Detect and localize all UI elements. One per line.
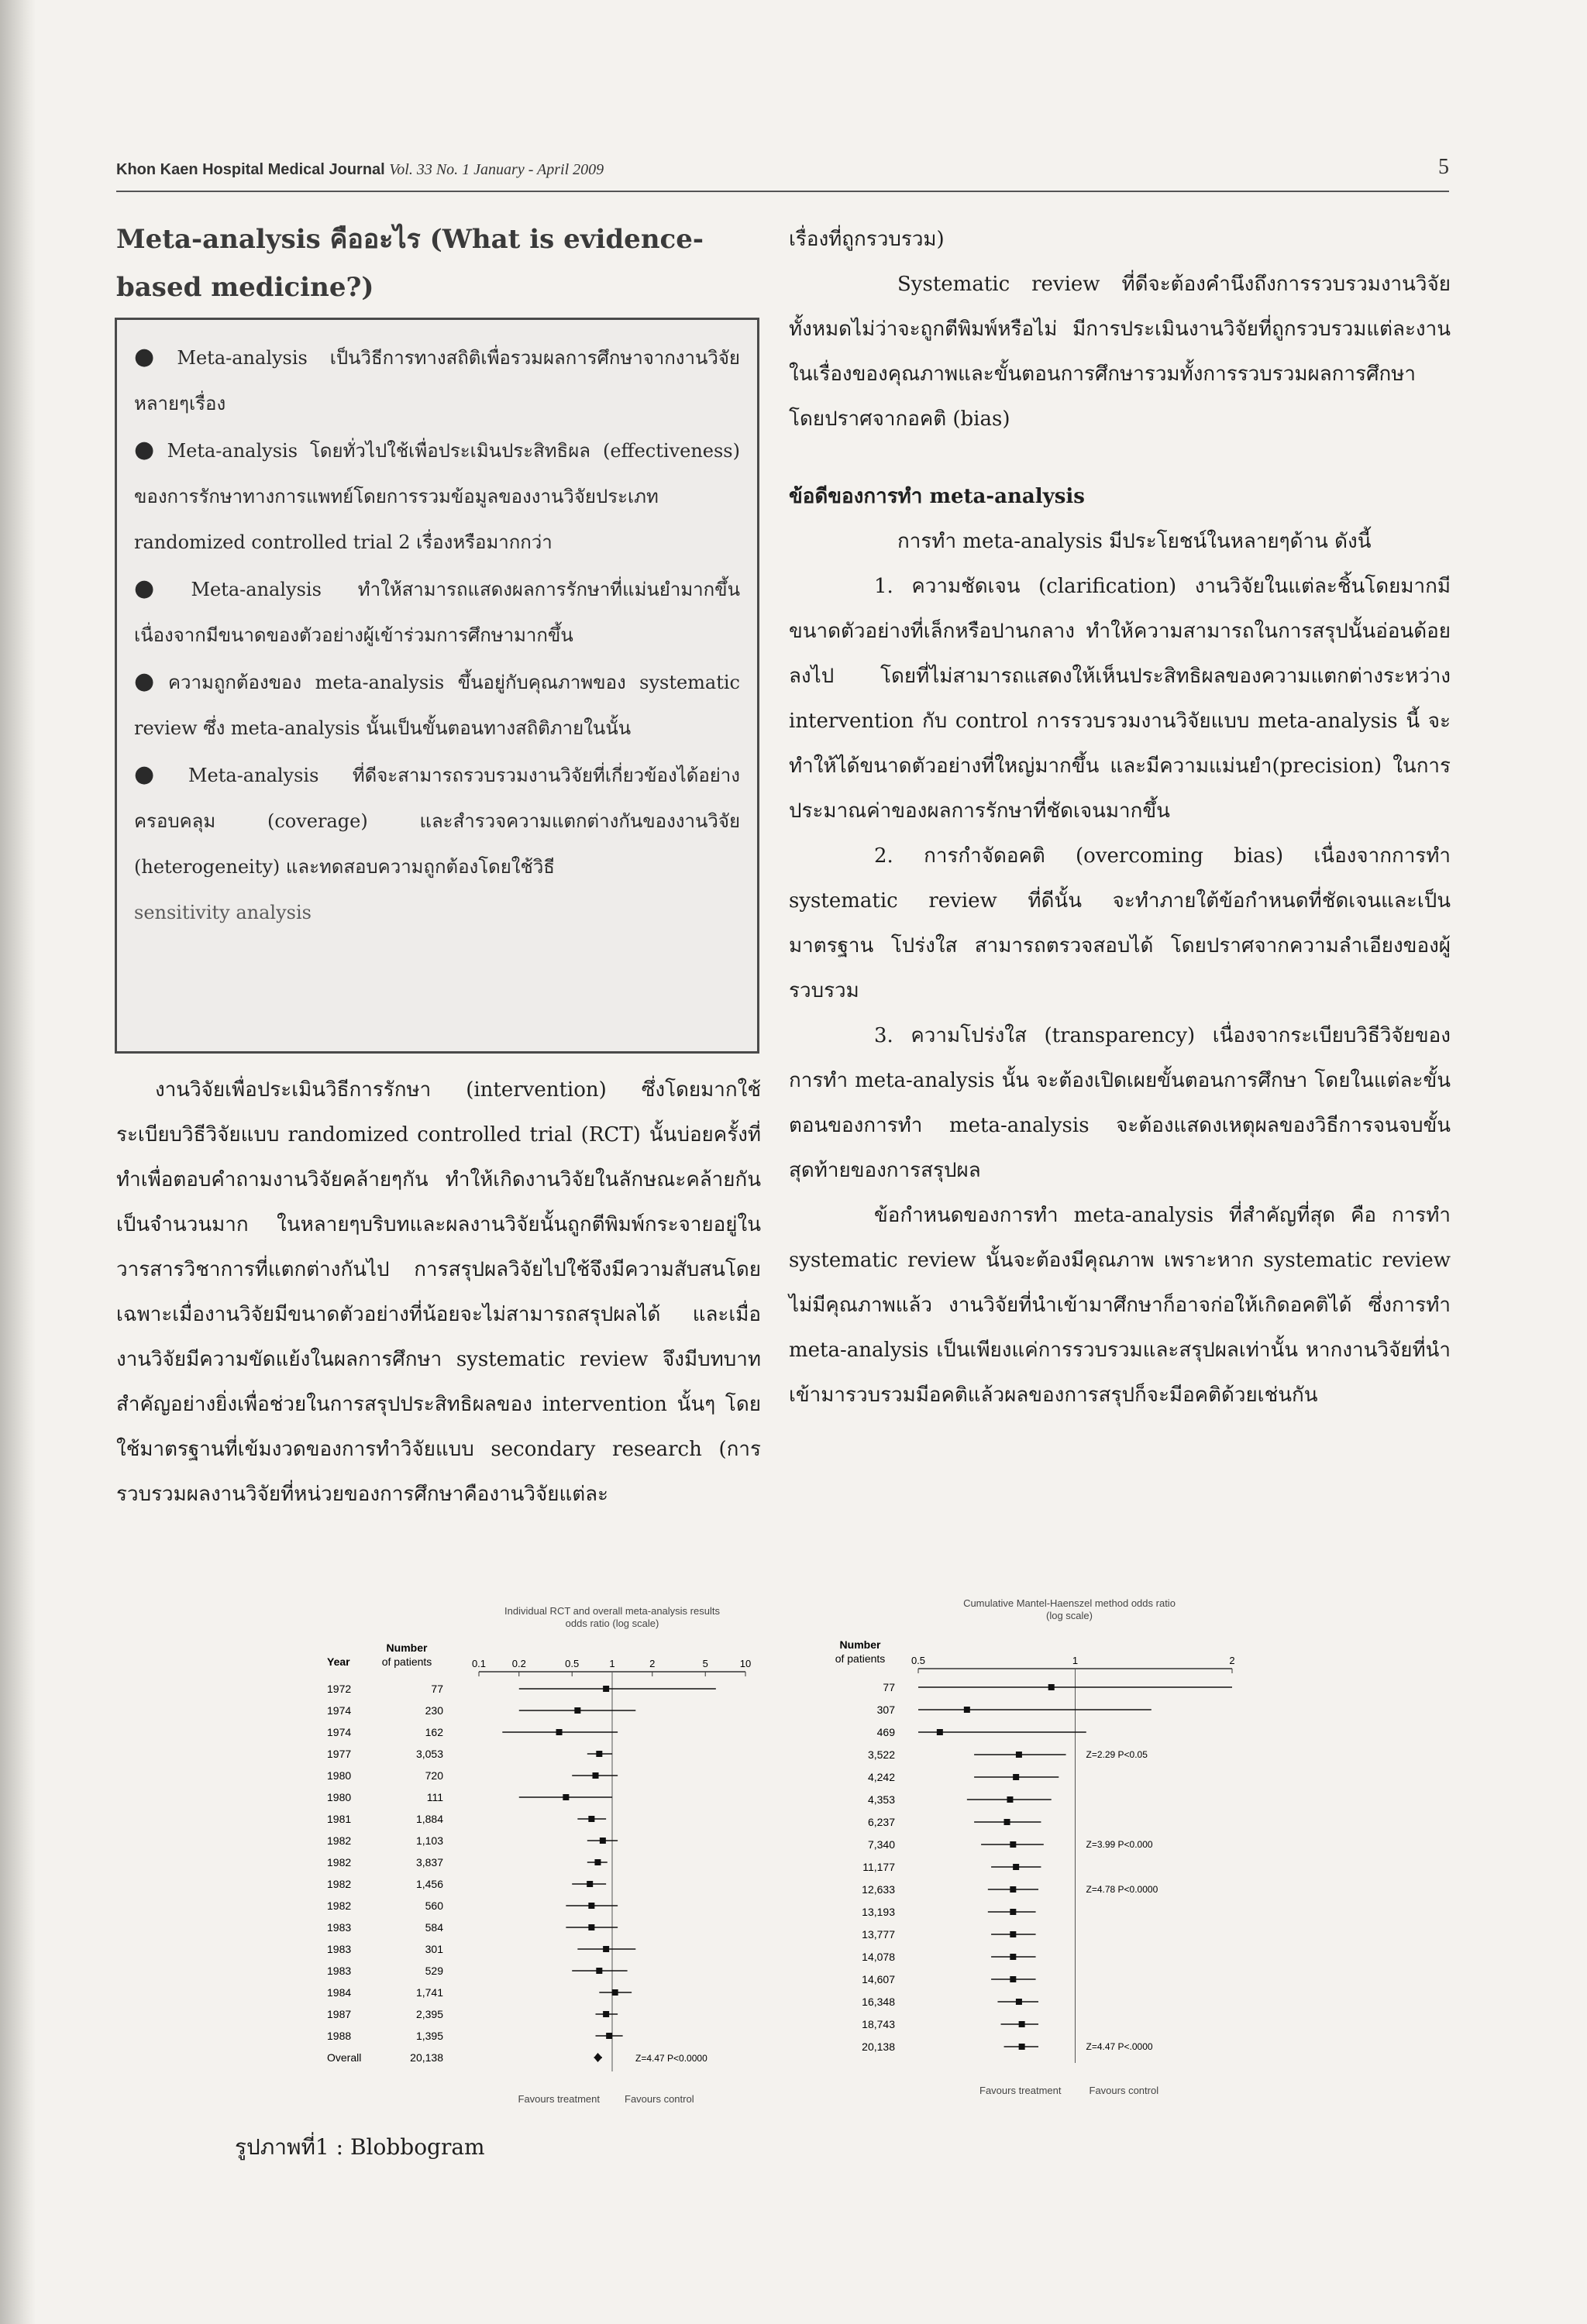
point-estimate	[588, 1816, 594, 1822]
point-estimate	[606, 2033, 612, 2039]
point-estimate	[1004, 1819, 1010, 1825]
row-patients: 1,395	[415, 2030, 443, 2042]
point-estimate	[588, 1924, 594, 1930]
x-tick-label: 5	[702, 1658, 708, 1669]
journal-name: Khon Kaen Hospital Medical Journal	[116, 161, 385, 178]
row-patients: 13,777	[862, 1928, 895, 1941]
row-patients: 1,741	[415, 1986, 443, 1999]
row-patients: 4,242	[867, 1771, 895, 1783]
row-patients: 560	[425, 1899, 443, 1912]
point-estimate	[1007, 1796, 1013, 1803]
row-year: 1983	[327, 1921, 352, 1934]
x-tick-label: 10	[739, 1658, 752, 1669]
row-patients: 12,633	[862, 1883, 895, 1896]
row-patients: 16,348	[862, 1996, 895, 2008]
row-year: 1977	[327, 1748, 352, 1760]
running-header	[116, 155, 1449, 186]
forest-plot-cumulative-svg	[814, 1596, 1248, 2115]
row-patients: 20,138	[862, 2040, 895, 2053]
point-estimate	[603, 2011, 609, 2017]
point-estimate	[556, 1729, 563, 1735]
row-patients: 3,522	[867, 1748, 895, 1761]
row-year: 1988	[327, 2030, 352, 2042]
row-patients: 584	[425, 1921, 443, 1934]
row-year: 1981	[327, 1813, 352, 1825]
stat-label: Z=3.99 P<0.000	[1086, 1839, 1153, 1850]
body-paragraph: การทำ meta-analysis มีประโยชน์ในหลายๆด้าน ดังนี้	[897, 530, 1372, 553]
key-point-text: Meta-analysis ทำให้สามารถแสดงผลการรักษาที่แม่นยำมากขึ้นเนื่องจากมีขนาดของตัวอย่างผู้เข้าร่วมการศึกษามากขึ้น	[134, 579, 740, 646]
overall-diamond	[594, 2053, 601, 2062]
point-estimate	[1013, 1774, 1019, 1780]
row-year: 1974	[327, 1704, 352, 1717]
body-paragraph: 2. การกำจัดอคติ (overcoming bias) เนื่องจากการทำ systematic review ที่ดีนั้น จะทำภายใต้ข้อกำหนดที่ชัดเจนและเป็นมาตรฐาน โปร่งใส สามารถตรวจสอบได้ โดยปราศจากความลำเอียงของผู้รวบรวม	[789, 844, 1451, 1002]
stat-label: Z=4.47 P<.0000	[1086, 2041, 1153, 2052]
body-paragraph: งานวิจัยเพื่อประเมินวิธีการรักษา (intervention) ซึ่งโดยมากใช้ระเบียบวิธีวิจัยแบบ randomized controlled trial (RCT) นั้นบ่อยครั้งที่ทำเพื่อตอบคำถามงานวิจัยคล้ายๆกัน ทำให้เกิดงานวิจัยในลักษณะคล้ายกันเป็นจำนวนมาก ในหลายๆบริบทและผลงานวิจัยนั้นถูกตีพิมพ์กระจายอยู่ในวารสารวิชาการที่แตกต่างกันไป การสรุปผลวิจัยไปใช้จึงมีความสับสนโดยเฉพาะเมื่องานวิจัยมีขนาดตัวอย่างที่น้อยจะไม่สามารถสรุปผลได้ และเมื่องานวิจัยมีความขัดแย้งในผลการศึกษา systematic review จึงมีบทบาทสำคัญอย่างยิ่งเพื่อช่วยในการสรุปประสิทธิผลของ intervention นั้นๆ โดยใช้มาตรฐานที่เข้มงวดของการทำวิจัยแบบ secondary research (การรวบรวมผลงานวิจัยที่หน่วยของการศึกษาคืองานวิจัยแต่ละ	[116, 1078, 761, 1506]
row-patients: 469	[876, 1726, 895, 1738]
row-year: 1983	[327, 1965, 352, 1977]
point-estimate	[1048, 1684, 1055, 1690]
point-estimate	[587, 1881, 593, 1887]
point-estimate	[937, 1729, 943, 1735]
point-estimate	[1010, 1976, 1016, 1982]
x-tick-label: 1	[609, 1658, 615, 1669]
bullet-icon: ●	[134, 668, 162, 695]
point-estimate	[596, 1968, 602, 1974]
row-year: 1972	[327, 1683, 352, 1695]
row-year: 1983	[327, 1943, 352, 1955]
x-tick-label: 0.1	[471, 1658, 487, 1669]
point-estimate	[1016, 1752, 1022, 1758]
row-year: 1980	[327, 1791, 352, 1803]
point-estimate	[1010, 1886, 1016, 1893]
key-point-text: ความถูกต้องของ meta-analysis ขึ้นอยู่กับคุณภาพของ systematic review ซึ่ง meta-analysis นั้นเป็นขั้นตอนทางสถิติภายในนั้น	[134, 672, 740, 739]
column-header-number: Number	[839, 1638, 881, 1651]
column-header-year: Year	[327, 1655, 350, 1668]
point-estimate	[1010, 1909, 1016, 1915]
key-point	[134, 658, 740, 751]
chart-title: Cumulative Mantel-Haenszel method odds ratio	[963, 1597, 1176, 1609]
stat-label: Z=2.29 P<0.05	[1086, 1749, 1148, 1760]
row-patients: 1,103	[415, 1834, 443, 1847]
key-point-text: Meta-analysis ที่ดีจะสามารถรวบรวมงานวิจัยที่เกี่ยวข้องได้อย่างครอบคลุม (coverage) และสำรวจความแตกต่างกันของงานวิจัย (heterogeneity) และทดสอบความถูกต้องโดยใช้วิธี	[134, 765, 740, 878]
header-rule	[116, 191, 1449, 192]
x-tick-label: 2	[1229, 1655, 1235, 1666]
row-year: Overall	[327, 2051, 362, 2064]
body-paragraph: เรื่องที่ถูกรวบรวม)	[789, 228, 945, 251]
footer-favours-control: Favours control	[625, 2093, 694, 2105]
chart-title: (log scale)	[1046, 1610, 1093, 1621]
row-patients: 111	[426, 1791, 443, 1803]
column-header-patients: of patients	[835, 1652, 886, 1665]
row-patients: 1,456	[415, 1878, 443, 1890]
point-estimate	[1010, 1954, 1016, 1960]
stat-label: Z=4.47 P<0.0000	[635, 2053, 707, 2064]
key-point-text: Meta-analysis เป็นวิธีการทางสถิติเพื่อรวมผลการศึกษาจากงานวิจัยหลายๆเรื่อง	[134, 347, 740, 414]
key-point	[134, 751, 740, 890]
row-patients: 162	[425, 1726, 443, 1738]
row-patients: 18,743	[862, 2018, 895, 2030]
chart-title: odds ratio (log scale)	[565, 1618, 659, 1629]
row-year: 1982	[327, 1856, 352, 1868]
point-estimate	[596, 1751, 602, 1757]
row-year: 1980	[327, 1769, 352, 1782]
point-estimate	[593, 1772, 599, 1779]
subsection-heading: ข้อดีของการทำ meta-analysis	[789, 485, 1085, 508]
row-year: 1984	[327, 1986, 352, 1999]
point-estimate	[1010, 1931, 1016, 1937]
row-patients: 7,340	[867, 1838, 895, 1851]
row-patients: 301	[425, 1943, 443, 1955]
row-year: 1987	[327, 2008, 352, 2020]
forest-plot-individual-svg	[310, 1604, 759, 2115]
row-patients: 13,193	[862, 1906, 895, 1918]
left-column-body	[116, 1067, 761, 1517]
x-tick-label: 0.2	[511, 1658, 526, 1669]
point-estimate	[588, 1903, 594, 1909]
forest-plot-individual	[310, 1604, 759, 2115]
page-number: 5	[1438, 155, 1449, 179]
point-estimate	[600, 1838, 606, 1844]
point-estimate	[1010, 1841, 1016, 1848]
point-estimate	[603, 1946, 609, 1952]
point-estimate	[1016, 1999, 1022, 2005]
row-patients: 20,138	[410, 2051, 443, 2064]
x-tick-label: 1	[1072, 1655, 1079, 1666]
row-year: 1982	[327, 1878, 352, 1890]
body-paragraph: 3. ความโปร่งใส (transparency) เนื่องจากระเบียบวิธีวิจัยของการทำ meta-analysis นั้น จะต้องเปิดเผยขั้นตอนการศึกษา โดยในแต่ละขั้นตอนของการทำ meta-analysis จะต้องแสดงเหตุผลของวิธีการจนจบขั้นสุดท้ายของการสรุปผล	[789, 1024, 1451, 1182]
bullet-icon: ●	[134, 343, 171, 370]
row-patients: 3,837	[415, 1856, 443, 1868]
body-paragraph: ข้อกำหนดของการทำ meta-analysis ที่สำคัญที่สุด คือ การทำ systematic review นั้นจะต้องมีคุณภาพ เพราะหาก systematic review ไม่มีคุณภาพแล้ว งานวิจัยที่นำเข้ามาศึกษาก็อาจก่อให้เกิดอคติได้ ซึ่งการทำ meta-analysis เป็นเพียงแค่การรวบรวมและสรุปผลเท่านั้น หากงานวิจัยที่นำเข้ามารวบรวมมีอคติแล้วผลของการสรุปก็จะมีอคติด้วยเช่นกัน	[789, 1204, 1451, 1407]
journal-volume: Vol. 33 No. 1 January - April 2009	[389, 161, 604, 178]
x-tick-label: 2	[649, 1658, 656, 1669]
key-point	[134, 566, 740, 658]
column-header-number: Number	[386, 1642, 428, 1654]
footer-favours-treatment: Favours treatment	[518, 2093, 600, 2105]
point-estimate	[612, 1989, 618, 1996]
section-title: Meta-analysis คืออะไร (What is evidence-based medicine?)	[116, 224, 704, 303]
footer-favours-control: Favours control	[1089, 2085, 1159, 2096]
page-binding-edge	[0, 0, 36, 2324]
row-patients: 77	[431, 1683, 443, 1695]
point-estimate	[1013, 1864, 1019, 1870]
x-tick-label: 0.5	[565, 1658, 580, 1669]
bullet-icon: ●	[134, 436, 161, 463]
forest-plot-cumulative	[814, 1596, 1248, 2115]
row-year: 1974	[327, 1726, 352, 1738]
figure-caption: รูปภาพที่1 : Blobbogram	[235, 2134, 485, 2160]
row-patients: 4,353	[867, 1793, 895, 1806]
body-paragraph: 1. ความชัดเจน (clarification) งานวิจัยในแต่ละชิ้นโดยมากมีขนาดตัวอย่างที่เล็กหรือปานกลาง ทำให้ความสามารถในการสรุปนั้นอ่อนด้อยลงไป โดยที่ไม่สามารถแสดงให้เห็นประสิทธิผลของความแตกต่างระหว่าง intervention กับ control การรวบรวมงานวิจัยแบบ meta-analysis นี้ จะทำให้ได้ขนาดตัวอย่างที่ใหญ่มากขึ้น และมีความแม่นยำ(precision) ในการประมาณค่าของผลการรักษาที่ชัดเจนมากขึ้น	[789, 575, 1451, 823]
key-point-text: Meta-analysis โดยทั่วไปใช้เพื่อประเมินประสิทธิผล (effectiveness) ของการรักษาทางการแพทย์โดยการรวมข้อมูลของงานวิจัยประเภท randomized controlled trial 2 เรื่องหรือมากกว่า	[134, 440, 740, 553]
right-column-body	[789, 217, 1451, 1418]
key-point	[134, 334, 740, 427]
key-point	[134, 427, 740, 566]
row-year: 1982	[327, 1899, 352, 1912]
row-patients: 11,177	[862, 1861, 895, 1873]
point-estimate	[1019, 2044, 1025, 2050]
row-patients: 6,237	[867, 1816, 895, 1828]
journal-reference	[116, 161, 604, 179]
row-year: 1982	[327, 1834, 352, 1847]
chart-title: Individual RCT and overall meta-analysis results	[504, 1605, 720, 1617]
row-patients: 230	[425, 1704, 443, 1717]
key-point-continuation: sensitivity analysis	[134, 902, 312, 923]
x-tick-label: 0.5	[911, 1655, 926, 1666]
point-estimate	[563, 1794, 569, 1800]
row-patients: 14,607	[862, 1973, 895, 1985]
point-estimate	[594, 1859, 601, 1865]
footer-favours-treatment: Favours treatment	[979, 2085, 1062, 2096]
bullet-icon: ●	[134, 575, 185, 602]
row-patients: 14,078	[862, 1951, 895, 1963]
row-patients: 529	[425, 1965, 443, 1977]
point-estimate	[964, 1707, 970, 1713]
row-patients: 2,395	[415, 2008, 443, 2020]
row-patients: 1,884	[415, 1813, 443, 1825]
body-paragraph: Systematic review ที่ดีจะต้องคำนึงถึงการรวบรวมงานวิจัยทั้งหมดไม่ว่าจะถูกตีพิมพ์หรือไม่ มีการประเมินงานวิจัยที่ถูกรวบรวมแต่ละงานในเรื่องของคุณภาพและขั้นตอนการศึกษารวมทั้งการรวบรวมผลการศึกษาโดยปราศจากอคติ (bias)	[789, 273, 1451, 431]
row-patients: 77	[883, 1681, 895, 1693]
row-patients: 3,053	[415, 1748, 443, 1760]
row-patients: 720	[425, 1769, 443, 1782]
bullet-icon: ●	[134, 761, 182, 788]
row-patients: 307	[876, 1703, 895, 1716]
point-estimate	[1019, 2021, 1025, 2027]
point-estimate	[574, 1707, 580, 1714]
column-header-patients: of patients	[381, 1655, 432, 1668]
key-points-box	[115, 318, 759, 1054]
stat-label: Z=4.78 P<0.0000	[1086, 1884, 1158, 1895]
point-estimate	[603, 1686, 609, 1692]
